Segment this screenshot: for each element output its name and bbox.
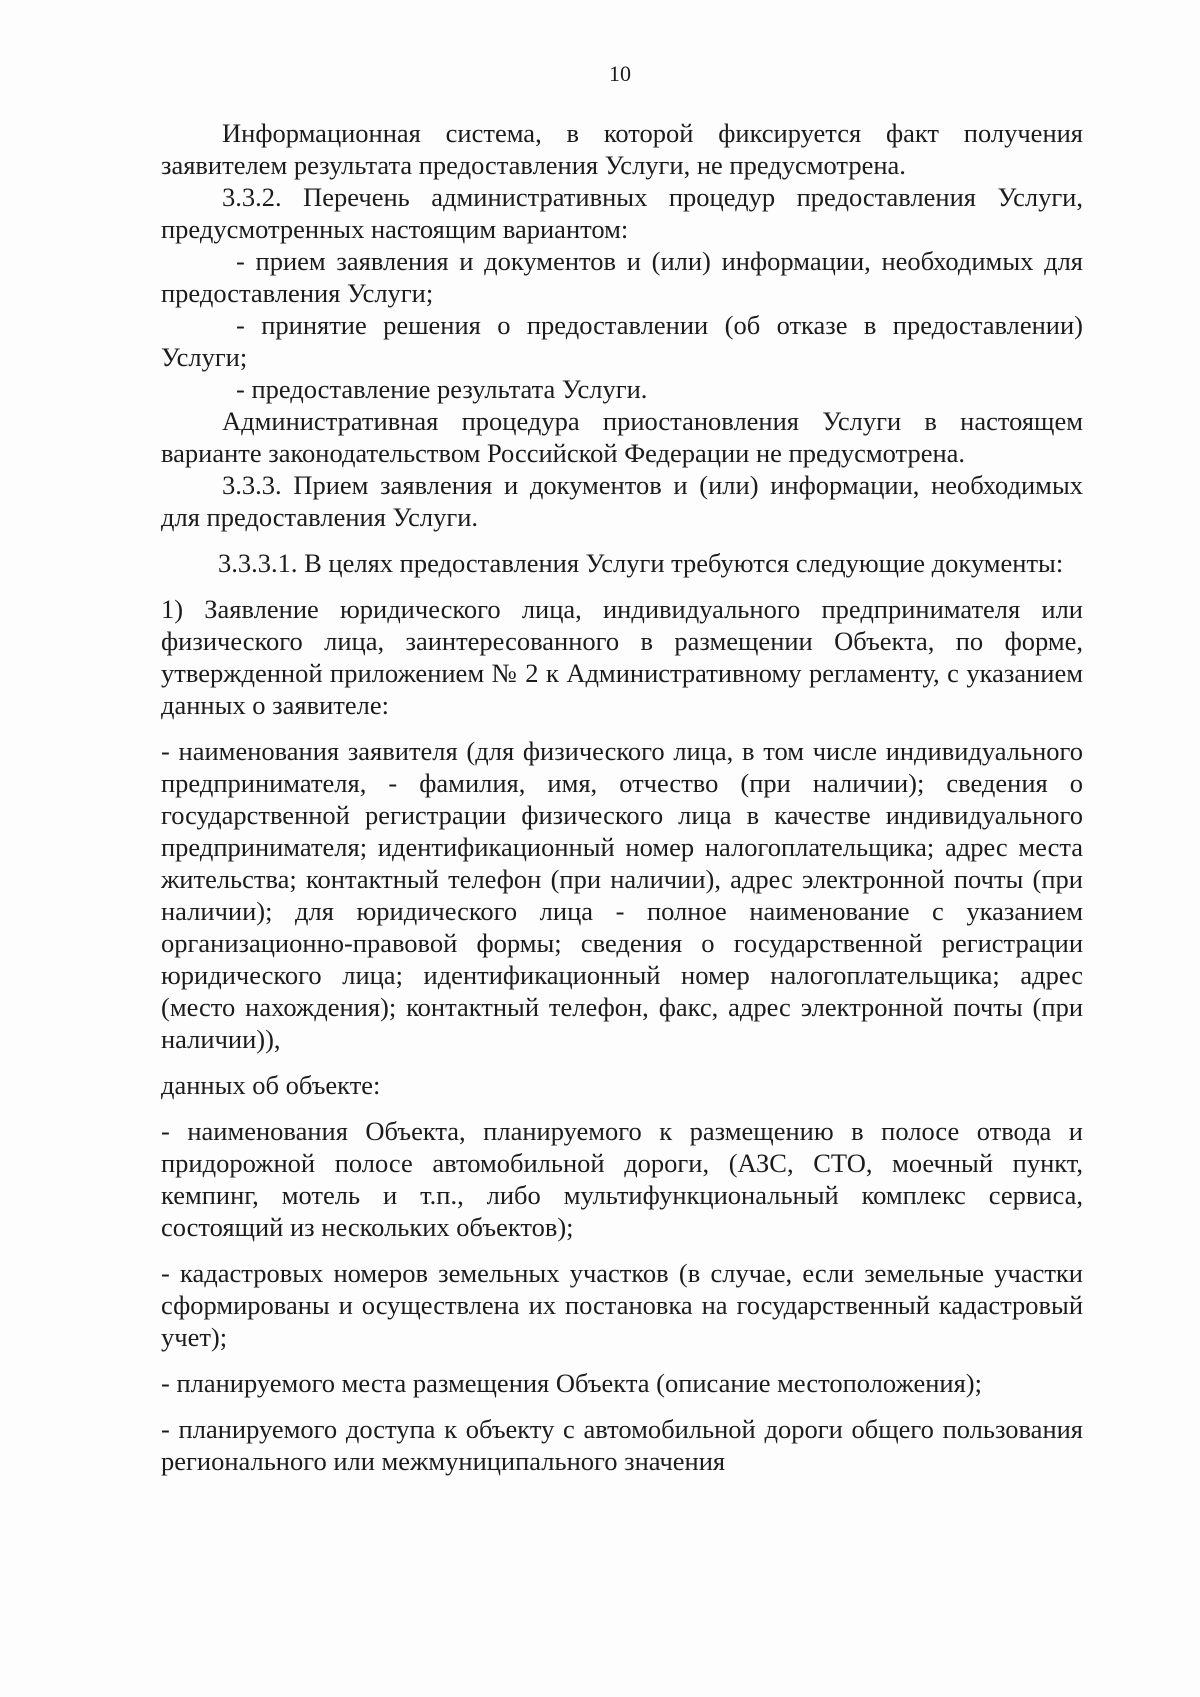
list-item-decision: - принятие решения о предоставлении (об отказе в предоставлении) Услуги; [161,310,1083,372]
paragraph-placement-location: - планируемого места размещения Объекта (описание местоположения); [161,1368,982,1398]
paragraph-info-system: Информационная система, в которой фиксируется факт получения заявителем результата предоставления Услуги, не предусмотрена. [161,118,1083,180]
paragraph-road-access: - планируемого доступа к объекту с автомобильной дороги общего пользования регионального или межмуниципального значения [161,1414,1083,1476]
paragraph-cadastral-numbers: - кадастровых номеров земельных участков (в случае, если земельные участки сформированы и осуществлена их постановка на государственный кадастровый учет); [161,1258,1083,1352]
list-item-receive-application: - прием заявления и документов и (или) информации, необходимых для предоставления Услуги; [161,246,1083,308]
paragraph-applicant-data: - наименования заявителя (для физического лица, в том числе индивидуального предпринимателя, - фамилия, имя, отчество (при наличии); сведения о государственной регистрации физического лица в качестве индивидуального предпринимателя; идентификационный номер налогоплательщика; адрес места жительства; контактный телефон (при наличии), адрес электронной почты (при наличии); для юридического лица - полное наименование с указанием организационно-правовой формы; сведения о государственной регистрации юридического лица; идентификационный номер налогоплательщика; адрес (место нахождения); контактный телефон, факс, адрес электронной почты (при наличии)), [161,736,1083,1054]
document-body [161,117,1083,1477]
page-number: 10 [609,61,631,86]
list-item-provide-result: - предоставление результата Услуги. [236,374,648,404]
paragraph-3-3-3: 3.3.3. Прием заявления и документов и (или) информации, необходимых для предоставления Услуги. [161,470,1083,532]
paragraph-object-name: - наименования Объекта, планируемого к размещению в полосе отвода и придорожной полосе автомобильной дороги, (АЗС, СТО, моечный пункт, кемпинг, мотель и т.п., либо мультифункциональный комплекс сервиса, состоящий из нескольких объектов); [161,1116,1083,1242]
paragraph-3-3-3-1: 3.3.3.1. В целях предоставления Услуги требуются следующие документы: [218,548,1064,578]
paragraph-3-3-2: 3.3.2. Перечень административных процедур предоставления Услуги, предусмотренных настоящим вариантом: [161,182,1083,244]
paragraph-application: 1) Заявление юридического лица, индивидуального предпринимателя или физического лица, заинтересованного в размещении Объекта, по форме, утвержденной приложением № 2 к Административному регламенту, с указанием данных о заявителе: [161,594,1083,720]
paragraph-object-data-heading: данных об объекте: [161,1070,381,1100]
paragraph-suspension: Административная процедура приостановления Услуги в настоящем варианте законодательством Российской Федерации не предусмотрена. [161,406,1083,468]
